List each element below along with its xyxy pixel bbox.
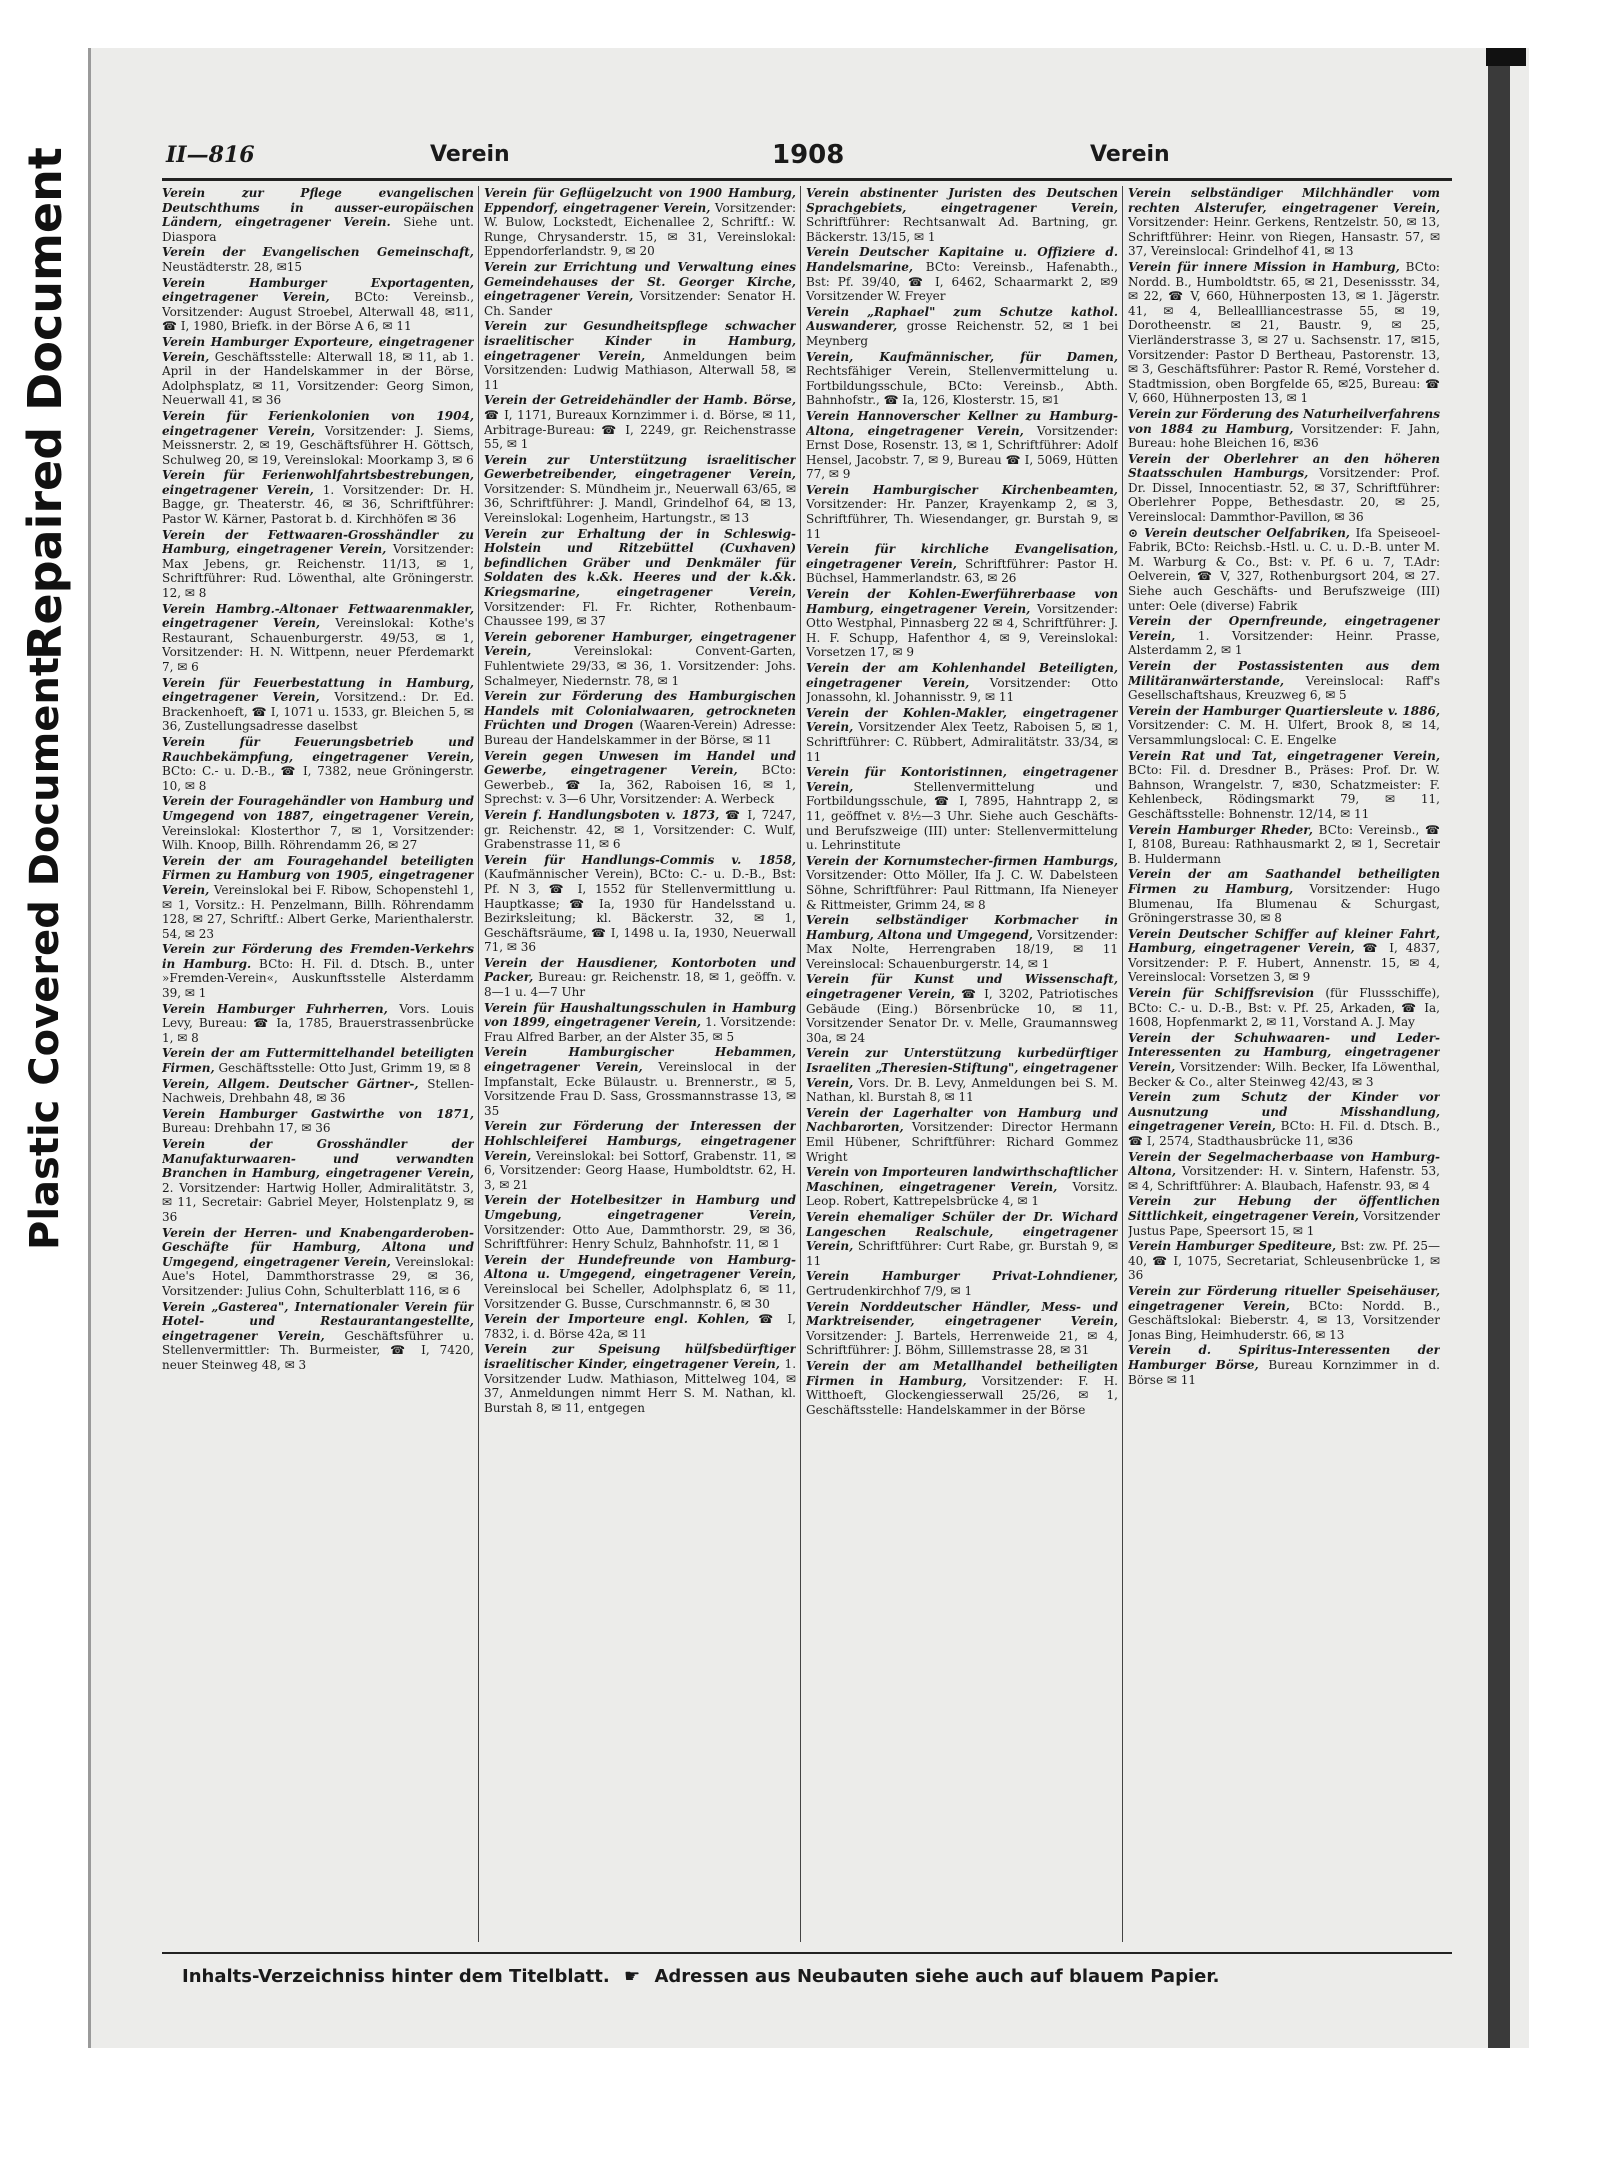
entry-heading: Verein der am Futtermittelhandel beteiligten Firmen,	[162, 1046, 474, 1076]
directory-entry	[806, 1046, 1118, 1104]
entry-heading: Verein der am Kohlenhandel Beteiligten, eingetragener Verein,	[806, 661, 1118, 690]
directory-entry	[1128, 1031, 1440, 1089]
directory-entry	[1128, 407, 1440, 451]
directory-entry	[484, 453, 796, 526]
directory-entry	[162, 1137, 474, 1225]
entry-details: Vorsitzender: Otto Westphal, Pinnasberg 22 ✉ 4, Schriftführer: J. H. F. Schupp, Hafenthor 4, ✉ 9, Vereinslokal: Vorsetzen 17, ✉ 9	[806, 601, 1118, 660]
directory-entry	[484, 630, 796, 688]
directory-entry	[806, 972, 1118, 1045]
directory-entry	[806, 186, 1118, 244]
entry-details: Ifa Speiseoel-Fabrik, BCto: Reichsb.-Hstl. u. C. u. D.-B. unter M. M. Warburg & Co., Bst: v. Pf. 6 u. 7, T.Adr: Oelverein, ☎ V, 327, Rothenburgsort 204, ✉ 27. Siehe auch Geschäfts- und Berufszweige (III) unter: Oele (diverse) Fabrik	[1128, 525, 1440, 613]
entry-details: Vereinslokal bei F. Ribow, Schopenstehl 1, ✉ 1, Vorsitz.: H. Penzelmann, Billh. Röhrendamm 128, ✉ 27, Schriftf.: Albert Gerke, Marienthalerstr. 54, ✉ 23	[162, 882, 474, 941]
directory-entry	[1128, 1284, 1440, 1342]
directory-entry	[806, 706, 1118, 764]
directory-entry	[1128, 614, 1440, 658]
directory-entry	[806, 765, 1118, 853]
entry-details: Stellenvermittelung und Fortbildungsschule, ☎ I, 7895, Hahntrapp 2, ✉ 11, geöffnet v. 8½—3 Uhr. Siehe auch Geschäfts- und Berufszweige (III) unter: Stellenvermittelung u. Lehrinstitute	[806, 779, 1118, 853]
directory-entry	[1128, 749, 1440, 822]
directory-entry	[162, 276, 474, 334]
entry-heading: Verein der Hausdiener, Kontorboten und Packer,	[484, 955, 796, 985]
entry-details: Vorsitzender: Otto Aue, Dammthorstr. 29, ✉ 36, Schriftführer: Henry Schulz, Bahnhofstr. 11, ✉ 1	[484, 1222, 796, 1252]
entry-heading: Verein zur Hebung der öffentlichen Sittlichkeit, eingetragener Verein,	[1128, 1194, 1440, 1223]
entry-details: Vors. Dr. B. Levy, Anmeldungen bei S. M. Nathan, kl. Burstah 8, ✉ 11	[806, 1075, 1118, 1105]
entry-heading: Verein zur Förderung des Naturheilverfahrens von 1884 zu Hamburg,	[1128, 406, 1440, 436]
running-head-left: Verein	[430, 142, 510, 167]
directory-entry	[1128, 1150, 1440, 1194]
repaired-document-label: Repaired Document	[18, 147, 72, 660]
entry-heading: Verein für Feuerbestattung in Hamburg, eingetragener Verein,	[162, 675, 474, 705]
entry-details: Schriftführer: Rechtsanwalt Ad. Bartning, gr. Bäckerstr. 13/15, ✉ 1	[806, 215, 1118, 244]
directory-entry	[484, 260, 796, 318]
entry-heading: Verein Hamburger Exportagenten, eingetragener Verein,	[162, 275, 474, 305]
entry-heading: Verein Hamburger Rheder,	[1128, 822, 1313, 837]
entry-heading: Verein Hannoverscher Kellner zu Hamburg-Altona, eingetragener Verein,	[806, 408, 1118, 438]
entry-heading: Verein der Grosshändler der Manufakturwaaren- und verwandten Branchen in Hamburg, eingetragener Verein,	[162, 1137, 474, 1181]
directory-entry	[162, 1107, 474, 1136]
entry-heading: Verein selbständiger Milchhändler vom rechten Alsterufer, eingetragener Verein,	[1128, 186, 1440, 215]
directory-entry	[1128, 526, 1440, 614]
entry-details: Geschäftsstelle: Alterwall 18, ✉ 11, ab 1. April in der Handelskammer in der Börse, Adolphsplatz, ✉ 11, Vorsitzender: Georg Simon, Neuerwall 41, ✉ 36	[162, 349, 474, 408]
entry-heading: Verein f. Handlungsboten v. 1873,	[484, 807, 720, 822]
entry-heading: Verein für innere Mission in Hamburg,	[1128, 259, 1400, 274]
entry-heading: Verein der Postassistenten aus dem Militäranwärterstande,	[1128, 659, 1440, 688]
entry-details: Geschäftsstelle: Otto Just, Grimm 19, ✉ 8	[214, 1061, 471, 1076]
directory-entry	[484, 1253, 796, 1311]
column-1	[162, 186, 474, 1946]
directory-entry	[162, 1002, 474, 1046]
entry-heading: Verein der Segelmacherbaase von Hamburg-Altona,	[1128, 1149, 1440, 1179]
entry-heading: Verein ehemaliger Schüler der Dr. Wichard Langeschen Realschule, eingetragener Verein,	[806, 1209, 1118, 1254]
entry-details: Vorsitzender: W. Bulow, Lockstedt, Eichenallee 2, Schriftf.: W. Runge, Chrysanderstr. 15, ✉ 31, Vereinslokal: Eppendorferlandstr. 9, ✉ 20	[484, 200, 796, 259]
directory-entry	[806, 409, 1118, 482]
entry-heading: Verein zur Gesundheitspflege schwacher israelitischer Kinder in Hamburg, eingetragener Verein,	[484, 319, 796, 363]
entry-heading: Verein der Kohlen-Makler, eingetragener Verein,	[806, 705, 1118, 735]
directory-entry	[1128, 823, 1440, 867]
entry-heading: Verein zur Förderung der Interessen der Hohlschleiferei Hamburgs, eingetragener Verein,	[484, 1119, 796, 1163]
entry-details: Vorsitzender: Wilh. Becker, Ifa Löwenthal, Becker & Co., alter Steinweg 42/43, ✉ 3	[1128, 1060, 1440, 1089]
entry-heading: Verein der Fouragehändler von Hamburg und Umgegend von 1887, eingetragener Verein,	[162, 794, 474, 823]
directory-entry	[162, 735, 474, 793]
entry-details: Geschäftsführer u. Stellenvermittler: Th. Burmeister, ☎ I, 7420, neuer Steinweg 48, ✉ 3	[162, 1328, 474, 1372]
entry-details: Stellen-Nachweis, Drehbahn 48, ✉ 36	[162, 1076, 474, 1106]
entry-heading: Verein Hamburgischer Hebammen, eingetragener Verein,	[484, 1045, 796, 1075]
directory-entry	[484, 1193, 796, 1251]
footer-right-text: Adressen aus Neubauten siehe auch auf blauem Papier.	[654, 1966, 1220, 1987]
entry-details: BCto: H. Fil. d. Dtsch. B., unter »Fremden-Verein«, Auskunftsstelle Alsterdamm 39, ✉ 1	[162, 956, 474, 1001]
directory-entry	[484, 956, 796, 1000]
entry-heading: Verein der am Saathandel betheiligten Firmen zu Hamburg,	[1128, 867, 1440, 896]
entry-heading: Verein zur Errichtung und Verwaltung eines Gemeindehauses der St. Georger Kirche, eingetragener Verein,	[484, 259, 796, 304]
entry-details: Vorsitzender: F. Jahn, Bureau: hohe Bleichen 16, ✉36	[1128, 421, 1440, 451]
entry-heading: Verein zur Speisung hülfsbedürftiger israelitischer Kinder, eingetragener Verein,	[484, 1342, 796, 1371]
entry-details: Vorsitzender: Fl. Fr. Richter, Rothenbaum-Chaussee 199, ✉ 37	[484, 599, 796, 629]
entry-heading: Verein der Hundefreunde von Hamburg-Altona u. Umgegend, eingetragener Verein,	[484, 1252, 796, 1282]
directory-entry	[484, 689, 796, 747]
entry-details: Vorsitzender Justus Pape, Speersort 15, ✉ 1	[1128, 1208, 1440, 1238]
entry-details: Vereinslokal: Kothe's Restaurant, Schauenburgerstr. 49/53, ✉ 1, Vorsitzender: H. N. Wittpenn, neuer Pferdemarkt 7, ✉ 6	[162, 616, 474, 674]
entry-details: 1. Vorsitzender: Heinr. Prasse, Alsterdamm 2, ✉ 1	[1128, 628, 1440, 658]
entry-columns	[162, 186, 1462, 1956]
entry-details: Siehe unt. Diaspora	[162, 215, 474, 244]
entry-heading: Verein zur Unterstützung kurbedürftiger Israeliten „Theresien-Stiftung", eingetragener Verein,	[806, 1046, 1118, 1090]
entry-details: Schriftführer: Pastor H. Büchsel, Hammerlandstr. 63, ✉ 26	[806, 556, 1118, 586]
directory-entry	[1128, 986, 1440, 1030]
footer-left-text: Inhalts-Verzeichniss hinter dem Titelblatt.	[182, 1966, 610, 1987]
entry-details: Vorsitzender: Hugo Blumenau, Ifa Blumenau & Schurgast, Gröningerstrasse 30, ✉ 8	[1128, 881, 1440, 926]
entry-heading: Verein „Gasterea", Internationaler Verein für Hotel- und Restaurantangestellte, eingetragener Verein,	[162, 1299, 474, 1343]
entry-details: BCto: Nordd. B., Geschäftslokal: Bieberstr. 4, ✉ 13, Vorsitzender Jonas Bing, Heimhuderstr. 66, ✉ 13	[1128, 1298, 1440, 1342]
entry-details: (für Flussschiffe), BCto: C.- u. D.-B., Bst: v. Pf. 25, Arkaden, ☎ Ia, 1608, Hopfenmarkt 2, ✉ 11, Vorstand A. J. May	[1128, 986, 1440, 1030]
entry-details: Bureau: Drehbahn 17, ✉ 36	[162, 1121, 331, 1136]
directory-entry	[484, 186, 796, 259]
directory-entry	[806, 245, 1118, 303]
directory-entry	[806, 542, 1118, 586]
page-header	[162, 140, 1462, 172]
entry-heading: Verein für Feuerungsbetrieb und Rauchbekämpfung, eingetragener Verein,	[162, 734, 474, 764]
page-number: II—816	[166, 142, 255, 168]
directory-entry	[806, 661, 1118, 705]
entry-heading: Verein für Geflügelzucht von 1900 Hamburg, Eppendorf, eingetragener Verein,	[484, 186, 796, 215]
directory-entry	[162, 528, 474, 601]
entry-details: Vorsitzender: Otto Möller, Ifa J. C. W. Dabelsteen Söhne, Schriftführer: Paul Rittmann, Ifa Nieneyer & Rittmeister, Grimm 24, ✉ 8	[806, 868, 1118, 912]
directory-entry	[162, 676, 474, 734]
entry-details: Vereinslokal: bei Sottorf, Grabenstr. 11, ✉ 6, Vorsitzender: Georg Haase, Humboldtstr. 62, H. 3, ✉ 21	[484, 1148, 796, 1192]
entry-details: (Waaren-Verein) Adresse: Bureau der Handelskammer in der Börse, ✉ 11	[484, 718, 796, 747]
entry-details: BCto: H. Fil. d. Dtsch. B., ☎ I, 2574, Stadthausbrücke 11, ✉36	[1128, 1119, 1440, 1148]
directory-entry	[484, 1342, 796, 1415]
entry-details: ☎ I, 3202, Patriotisches Gebäude (Eing.) Börsenbrücke 10, ✉ 11, Vorsitzender Senator Dr. v. Melle, Graumannsweg 30a, ✉ 24	[806, 987, 1118, 1045]
entry-details: Vorsitzender: Hr. Panzer, Krayenkamp 2, ✉ 3, Schriftführer, Th. Wiesendanger, gr. Burstah 9, ✉ 11	[806, 497, 1118, 541]
directory-entry	[162, 854, 474, 942]
entry-details: Bst: zw. Pf. 25—40, ☎ I, 1075, Secretariat, Schleusenbrücke 1, ✉ 36	[1128, 1239, 1440, 1283]
entry-details: BCto: Vereinsb., Hafenabth., Bst: Pf. 39/40, ☎ I, 6462, Schaarmarkt 2, ✉9 Vorsitzender W. Freyer	[806, 259, 1118, 304]
directory-entry	[1128, 1090, 1440, 1148]
entry-heading: Verein der Hotelbesitzer in Hamburg und Umgebung, eingetragener Verein,	[484, 1193, 796, 1222]
directory-entry	[1128, 452, 1440, 525]
entry-details: Neustädterstr. 28, ✉15	[162, 259, 303, 274]
entry-details: Vereinslocal in der Impfanstalt, Ecke Bülaustr. u. Brennerstr., ✉ 5, Vorsitzende Frau D. Sass, Grossmannstrasse 13, ✉ 35	[484, 1060, 796, 1118]
entry-details: ☎ I, 4837, Vorsitzender: P. F. Hubert, Annenstr. 15, ✉ 4, Vereinslocal: Vorsetzen 3, ✉ 9	[1128, 941, 1440, 985]
directory-entry	[162, 468, 474, 526]
directory-entry	[1128, 927, 1440, 985]
page-year: 1908	[772, 140, 845, 170]
entry-details: Vorsitzender: Director Hermann Emil Hübener, Schriftführer: Richard Gommez Wright	[806, 1120, 1118, 1164]
entry-heading: Verein der Kohlen-Ewerführerbaase von Hamburg, eingetragener Verein,	[806, 587, 1118, 616]
directory-entry	[806, 1359, 1118, 1417]
entry-details: Vorsitzender: Max Jebens, gr. Reichenstr. 11/13, ✉ 1, Schriftführer: Rud. Löwenthal, alte Gröningerstr. 12, ✉ 8	[162, 542, 474, 601]
binding-gutter	[1488, 48, 1510, 2048]
entry-details: Vorsitzender: J. Siems, Meissnerstr. 2, ✉ 19, Geschäftsführer H. Göttsch, Schulweg 20, ✉ 19, Vereinslokal: Moorkamp 3, ✉ 6	[162, 423, 474, 467]
directory-entry	[484, 808, 796, 852]
entry-details: BCto: C.- u. D.-B., ☎ I, 7382, neue Gröningerstr. 10, ✉ 8	[162, 764, 474, 793]
entry-details: BCto: Vereinsb., Vorsitzender: August Stroebel, Alterwall 48, ✉11, ☎ I, 1980, Briefk. in der Börse A 6, ✉ 11	[162, 290, 474, 334]
entry-heading: Verein Hamburgischer Kirchenbeamten,	[806, 482, 1118, 497]
entry-heading: Verein für kirchliche Evangelisation, eingetragener Verein,	[806, 542, 1118, 571]
entry-details: 1. Vorsitzende: Frau Alfred Barber, an der Alster 35, ✉ 5	[484, 1015, 796, 1044]
entry-heading: Verein für Haushaltungsschulen in Hamburg von 1899, eingetragener Verein,	[484, 1000, 796, 1030]
entry-heading: Verein zur Erhaltung der in Schleswig-Holstein und Ritzebüttel (Cuxhaven) befindlichen Gräber und Denkmäler für Soldaten des k.&k. Heeres und der k.&k. Kriegsmarine, eingetragener Verein,	[484, 526, 796, 600]
directory-entry	[484, 319, 796, 392]
directory-entry	[1128, 867, 1440, 925]
directory-entry	[806, 305, 1118, 349]
entry-details: ☎ I, 1171, Bureaux Kornzimmer i. d. Börse, ✉ 11, Arbitrage-Bureau: ☎ I, 2249, gr. Reichenstrasse 55, ✉ 1	[484, 407, 796, 452]
running-head-right: Verein	[1090, 142, 1170, 167]
entry-heading: Verein für Kontoristinnen, eingetragener Verein,	[806, 765, 1118, 794]
entry-details: Vereinslokal: Convent-Garten, Fuhlentwiete 29/33, ✉ 36, 1. Vorsitzender: Johs. Schalmeyer, Niedernstr. 78, ✉ 1	[484, 644, 796, 688]
entry-heading: Verein Hamburger Privat-Lohndiener,	[806, 1269, 1118, 1284]
directory-entry	[162, 1077, 474, 1106]
directory-entry	[162, 1226, 474, 1299]
entry-details: (Kaufmännischer Verein), BCto: C.- u. D.-B., Bst: Pf. N 3, ☎ I, 1552 für Stellenvermittlung u. Hauptkasse; ☎ Ia, 1930 für Handelsstand u. Bezirksleitung; kl. Bäckerstr. 32, ✉ 1, Geschäftsräume, ☎ I, 1498 u. Ia, 1930, Neuerwall 71, ✉ 36	[484, 867, 796, 955]
entry-heading: Verein für Handlungs-Commis v. 1858,	[484, 852, 796, 867]
entry-details: BCto: Nordd. B., Humboldtstr. 65, ✉ 21, Desenissstr. 34, ✉ 22, ☎ V, 660, Hühnerposten 13, ✉ 1. Jägerstr. 41, ✉ 4, Belleallliancestrasse 55, ✉ 19, Dorotheenstr. ✉ 21, Baustr. 9, ✉ 25, Vierländerstrasse 3, ✉ 27 u. Sachsenstr. 17, ✉15, Vorsitzender: Pastor D Bertheau, Pastorenstr. 13, ✉ 3, Geschäftsführer: Pastor R. Remé, Vorsteher d. Stadtmission, oben Borgfelde 65, ✉25, Bureau: ☎ V, 660, Hühnerposten 13, ✉ 1	[1128, 259, 1440, 406]
directory-entry	[162, 409, 474, 467]
entry-details: Rechtsfähiger Verein, Stellenvermittelung u. Fortbildungsschule, BCto: Vereinsb., Abth. Bahnhofstr., ☎ Ia, 126, Klosterstr. 15, ✉1	[806, 364, 1118, 408]
entry-details: Anmeldungen beim Vorsitzenden: Ludwig Mathiason, Alterwall 58, ✉ 11	[484, 348, 796, 392]
entry-heading: Verein abstinenter Juristen des Deutschen Sprachgebiets, eingetragener Verein,	[806, 186, 1118, 215]
entry-details: Vorsitzender: Ernst Dose, Rosenstr. 13, ✉ 1, Schriftführer: Adolf Hensel, Jacobstr. 7, ✉ 9, Bureau ☎ I, 5069, Hütten 77, ✉ 9	[806, 423, 1118, 482]
entry-details: Vorsitzender: Otto Jonassohn, kl. Johannisstr. 9, ✉ 11	[806, 675, 1118, 705]
entry-heading: Verein der Hamburger Quartiersleute v. 1886,	[1128, 703, 1440, 718]
directory-entry	[806, 1106, 1118, 1164]
entry-heading: Verein, Kaufmännischer, für Damen,	[806, 349, 1118, 364]
entry-heading: Verein Rat und Tat, eingetragener Verein,	[1128, 748, 1440, 763]
entry-heading: Verein der Fettwaaren-Grosshändler zu Hamburg, eingetragener Verein,	[162, 527, 474, 557]
entry-heading: Verein der Importeure engl. Kohlen,	[484, 1312, 750, 1327]
entry-details: ☎ I, 7247, gr. Reichenstr. 42, ✉ 1, Vorsitzender: C. Wulf, Grabenstrasse 11, ✉ 6	[484, 807, 796, 852]
directory-entry	[484, 749, 796, 807]
directory-entry	[1128, 659, 1440, 703]
directory-entry	[806, 587, 1118, 660]
entry-heading: Verein von Importeuren landwirthschaftlicher Maschinen, eingetragener Verein,	[806, 1165, 1118, 1194]
entry-details: BCto: Gewerbeb., ☎ Ia, 362, Raboisen 16, ✉ 1, Sprechst: v. 3—6 Uhr, Vorsitzender: A. Werbeck	[484, 763, 796, 807]
entry-details: Vorsitzender: S. Mündheim jr., Neuerwall 63/65, ✉ 36, Schriftführer: J. Mandl, Grindelhof 64, ✉ 13, Vereinslokal: Logenheim, Hartungstr., ✉ 13	[484, 481, 796, 526]
entry-details: Schriftführer: Curt Rabe, gr. Burstah 9, ✉ 11	[806, 1239, 1118, 1268]
column-divider	[800, 186, 801, 1942]
entry-heading: Verein Hamburger Fuhrherren,	[162, 1001, 388, 1016]
page-footer	[182, 1966, 1442, 1987]
footer-rule	[162, 1952, 1452, 1954]
directory-entry	[1128, 704, 1440, 748]
entry-heading: Verein gegen Unwesen im Handel und Gewerbe, eingetragener Verein,	[484, 748, 796, 778]
column-2	[484, 186, 796, 1946]
directory-entry	[1128, 186, 1440, 259]
entry-heading: Verein der Schuhwaaren- und Leder-Interessenten zu Hamburg, eingetragener Verein,	[1128, 1030, 1440, 1075]
pointing-hand-icon: ☛	[624, 1966, 641, 1987]
entry-details: Vorsitzender: Max Nolte, Herrengraben 18/19, ✉ 11 Vereinslocal: Schauenburgerstr. 14, ✉ 1	[806, 927, 1118, 971]
entry-details: Vorsitzender: C. M. H. Ulfert, Brook 8, ✉ 14, Versammlungslocal: C. E. Engelke	[1128, 718, 1440, 747]
entry-details: Vereinslocal bei Scheller, Adolphsplatz 6, ✉ 11, Vorsitzender G. Busse, Curschmannstr. 6, ✉ 30	[484, 1281, 796, 1311]
directory-entry	[162, 1046, 474, 1075]
side-label-strip	[0, 147, 88, 1450]
entry-details: Vorsitzend.: Dr. Ed. Brackenhoeft, ☎ I, 1071 u. 1533, gr. Bleichen 5, ✉ 36, Zustellungsadresse daselbst	[162, 690, 474, 734]
directory-entry	[484, 1312, 796, 1341]
column-divider	[1122, 186, 1123, 1942]
directory-entry	[162, 602, 474, 675]
entry-details: Vorsitzender: J. Bartels, Herrenweide 21, ✉ 4, Schriftführer: J. Böhm, Silllemstrasse 28, ✉ 31	[806, 1328, 1118, 1358]
directory-entry	[162, 942, 474, 1000]
entry-heading: Verein zur Pflege evangelischen Deutschthums in ausser-europäischen Ländern, eingetragener Verein.	[162, 186, 474, 230]
entry-details: grosse Reichenstr. 52, ✉ 1 bei Meynberg	[806, 319, 1118, 348]
entry-heading: Verein Hamburger Gastwirthe von 1871,	[162, 1106, 474, 1121]
entry-heading: Verein Hamburger Exporteure, eingetragener Verein,	[162, 334, 474, 364]
directory-entry	[806, 1210, 1118, 1268]
entry-heading: Verein Hamburger Spediteure,	[1128, 1239, 1337, 1254]
entry-heading: Verein Hambrg.-Altonaer Fettwaarenmakler, eingetragener Verein,	[162, 601, 474, 631]
directory-entry	[806, 483, 1118, 541]
directory-entry	[806, 1269, 1118, 1298]
column-divider	[478, 186, 479, 1942]
entry-heading: Verein der Kornumstecher-firmen Hamburgs,	[806, 853, 1118, 868]
entry-details: BCto: Vereinsb., ☎ I, 8108, Bureau: Rathhausmarkt 2, ✉ 1, Secretair B. Huldermann	[1128, 822, 1440, 866]
entry-details: Vereinslocal: Raff's Gesellschaftshaus, Kreuzweg 6, ✉ 5	[1128, 673, 1440, 703]
entry-heading: Verein für Kunst und Wissenschaft, eingetragener Verein,	[806, 972, 1118, 1002]
entry-heading: Verein der am Fouragehandel beteiligten Firmen zu Hamburg von 1905, eingetragener Verein,	[162, 853, 474, 897]
entry-heading: Verein zur Förderung des Fremden-Verkehrs in Hamburg.	[162, 942, 474, 971]
directory-entry	[162, 794, 474, 852]
entry-heading: ⊙ Verein deutscher Oelfabriken,	[1128, 525, 1350, 540]
entry-details: Vereinslokal: Aue's Hotel, Dammthorstrasse 29, ✉ 36, Vorsitzender: Julius Cohn, Schulterblatt 116, ✉ 6	[162, 1254, 474, 1298]
directory-entry	[806, 1300, 1118, 1358]
directory-entry	[1128, 1343, 1440, 1387]
entry-heading: Verein Deutscher Kapitaine u. Offiziere d. Handelsmarine,	[806, 245, 1118, 274]
entry-heading: Verein der Opernfreunde, eingetragener Verein,	[1128, 614, 1440, 643]
directory-entry	[484, 1119, 796, 1192]
entry-details: 1. Vorsitzender: Dr. H. Bagge, gr. Theaterstr. 46, ✉ 36, Schriftführer: Pastor W. Kärner, Pastorat b. d. Kirchhöfen ✉ 36	[162, 482, 474, 527]
entry-details: Bureau: gr. Reichenstr. 18, ✉ 1, geöffn. v. 8—1 u. 4—7 Uhr	[484, 970, 796, 1000]
entry-heading: Verein für Ferienwohlfahrtsbestrebungen, eingetragener Verein,	[162, 468, 474, 497]
entry-heading: Verein für Schiffsrevision	[1128, 986, 1315, 1001]
entry-heading: Verein für Ferienkolonien von 1904, eingetragener Verein,	[162, 408, 474, 438]
column-3	[806, 186, 1118, 1946]
directory-entry	[1128, 1239, 1440, 1283]
entry-heading: Verein Norddeutscher Händler, Mess- und Marktreisender, eingetragener Verein,	[806, 1299, 1118, 1329]
directory-entry	[806, 913, 1118, 971]
entry-heading: Verein der Evangelischen Gemeinschaft,	[162, 245, 474, 260]
entry-heading: Verein der am Metallhandel betheiligten Firmen in Hamburg,	[806, 1358, 1118, 1388]
entry-heading: Verein zur Förderung ritueller Speisehäuser, eingetragener Verein,	[1128, 1283, 1440, 1313]
entry-heading: Verein zur Förderung des Hamburgischen Handels mit Colonialwaaren, getrockneten Früchten und Drogen	[484, 689, 796, 733]
directory-entry	[162, 245, 474, 274]
entry-details: ☎ I, 7832, i. d. Börse 42a, ✉ 11	[484, 1312, 796, 1341]
directory-entry	[162, 1300, 474, 1373]
binding-clip	[1486, 48, 1526, 66]
entry-details: Vors. Louis Levy, Bureau: ☎ Ia, 1785, Brauerstrassenbrücke 1, ✉ 8	[162, 1001, 474, 1045]
entry-heading: Verein zur Unterstützung israelitischer Gewerbetreibender, eingetragener Verein,	[484, 452, 796, 482]
directory-entry	[484, 393, 796, 451]
entry-heading: Verein selbständiger Korbmacher in Hamburg, Altona und Umgegend,	[806, 913, 1118, 942]
entry-details: Vorsitz. Leop. Robert, Kattrepelsbrücke 4, ✉ 1	[806, 1179, 1118, 1209]
entry-details: Vereinslokal: Klosterthor 7, ✉ 1, Vorsitzender: Wilh. Knoop, Billh. Röhrendamm 26, ✉ 27	[162, 823, 474, 853]
entry-details: Vorsitzender: Heinr. Gerkens, Rentzelstr. 50, ✉ 13, Schriftführer: Heinr. von Riegen, Hansastr. 57, ✉37, Vereinslocal: Grindelhof 41, ✉ 13	[1128, 215, 1440, 259]
entry-heading: Verein der Oberlehrer an den höheren Staatsschulen Hamburgs,	[1128, 451, 1440, 481]
entry-details: Bureau Kornzimmer in d. Börse ✉ 11	[1128, 1357, 1440, 1387]
entry-details: Vorsitzender: F. H. Witthoeft, Glockengiesserwall 25/26, ✉ 1, Geschäftsstelle: Handelskammer in der Börse	[806, 1373, 1118, 1417]
directory-entry	[484, 527, 796, 629]
plastic-covered-label: Plastic Covered Document	[22, 656, 68, 1250]
directory-entry	[806, 1165, 1118, 1209]
header-rule	[162, 178, 1452, 181]
entry-heading: Verein geborener Hamburger, eingetragener Verein,	[484, 629, 796, 659]
directory-entry	[162, 186, 474, 244]
entry-details: Gertrudenkirchhof 7/9, ✉ 1	[806, 1283, 973, 1298]
entry-details: Vorsitzender: H. v. Sintern, Hafenstr. 53, ✉ 4, Schriftführer: A. Blaubach, Hafenstr. 93, ✉ 4	[1128, 1164, 1440, 1193]
entry-heading: Verein der Getreidehändler der Hamb. Börse,	[484, 393, 796, 408]
entry-heading: Verein Deutscher Schiffer auf kleiner Fahrt, Hamburg, eingetragener Verein,	[1128, 926, 1440, 956]
entry-details: Vorsitzender: Prof. Dr. Dissel, Innocentiastr. 52, ✉ 37, Schriftführer: Oberlehrer Poppe, Bethesdastr. 20, ✉ 25, Vereinslocal: Dammthor-Pavillon, ✉ 36	[1128, 466, 1440, 525]
directory-entry	[1128, 260, 1440, 406]
entry-heading: Verein, Allgem. Deutscher Gärtner-,	[162, 1076, 419, 1091]
entry-details: Vorsitzender Alex Teetz, Raboisen 5, ✉ 1, Schriftführer: C. Rübbert, Admiralitätstr. 33/34, ✉ 11	[806, 720, 1118, 764]
directory-entry	[162, 335, 474, 408]
directory-entry	[1128, 1194, 1440, 1238]
entry-heading: Verein d. Spiritus-Interessenten der Hamburger Börse,	[1128, 1343, 1440, 1372]
directory-entry	[806, 350, 1118, 408]
column-4	[1128, 186, 1440, 1946]
entry-heading: Verein der Herren- und Knabengarderoben-Geschäfte für Hamburg, Altona und Umgegend, eingetragener Verein,	[162, 1225, 474, 1269]
entry-details: 1. Vorsitzender Ludw. Mathiason, Mittelweg 104, ✉ 37, Anmeldungen nimmt Herr S. M. Nathan, kl. Burstah 8, ✉ 11, entgegen	[484, 1356, 796, 1415]
entry-heading: Verein der Lagerhalter von Hamburg und Nachbarorten,	[806, 1105, 1118, 1135]
directory-entry	[484, 1045, 796, 1118]
entry-details: 2. Vorsitzender: Hartwig Holler, Admiralitätstr. 3, ✉ 11, Secretair: Gabriel Meyer, Holstenplatz 9, ✉ 36	[162, 1180, 474, 1224]
directory-entry	[484, 1001, 796, 1045]
directory-entry	[806, 854, 1118, 912]
entry-heading: Verein zum Schutz der Kinder vor Ausnutzung und Misshandlung, eingetragener Verein,	[1128, 1090, 1440, 1134]
entry-details: Vorsitzender: Senator H. Ch. Sander	[484, 289, 796, 318]
directory-entry	[484, 853, 796, 955]
entry-details: BCto: Fil. d. Dresdner B., Präses: Prof. Dr. W. Bahnson, Wrangelstr. 7, ✉30, Schatzmeister: F. Kehlenbeck, Rödingsmarkt 79, ✉ 11, Geschäftsstelle: Bohnenstr. 12/14, ✉ 11	[1128, 763, 1440, 821]
entry-heading: Verein „Raphael" zum Schutze kathol. Auswanderer,	[806, 304, 1118, 334]
directory-page	[162, 140, 1462, 2010]
